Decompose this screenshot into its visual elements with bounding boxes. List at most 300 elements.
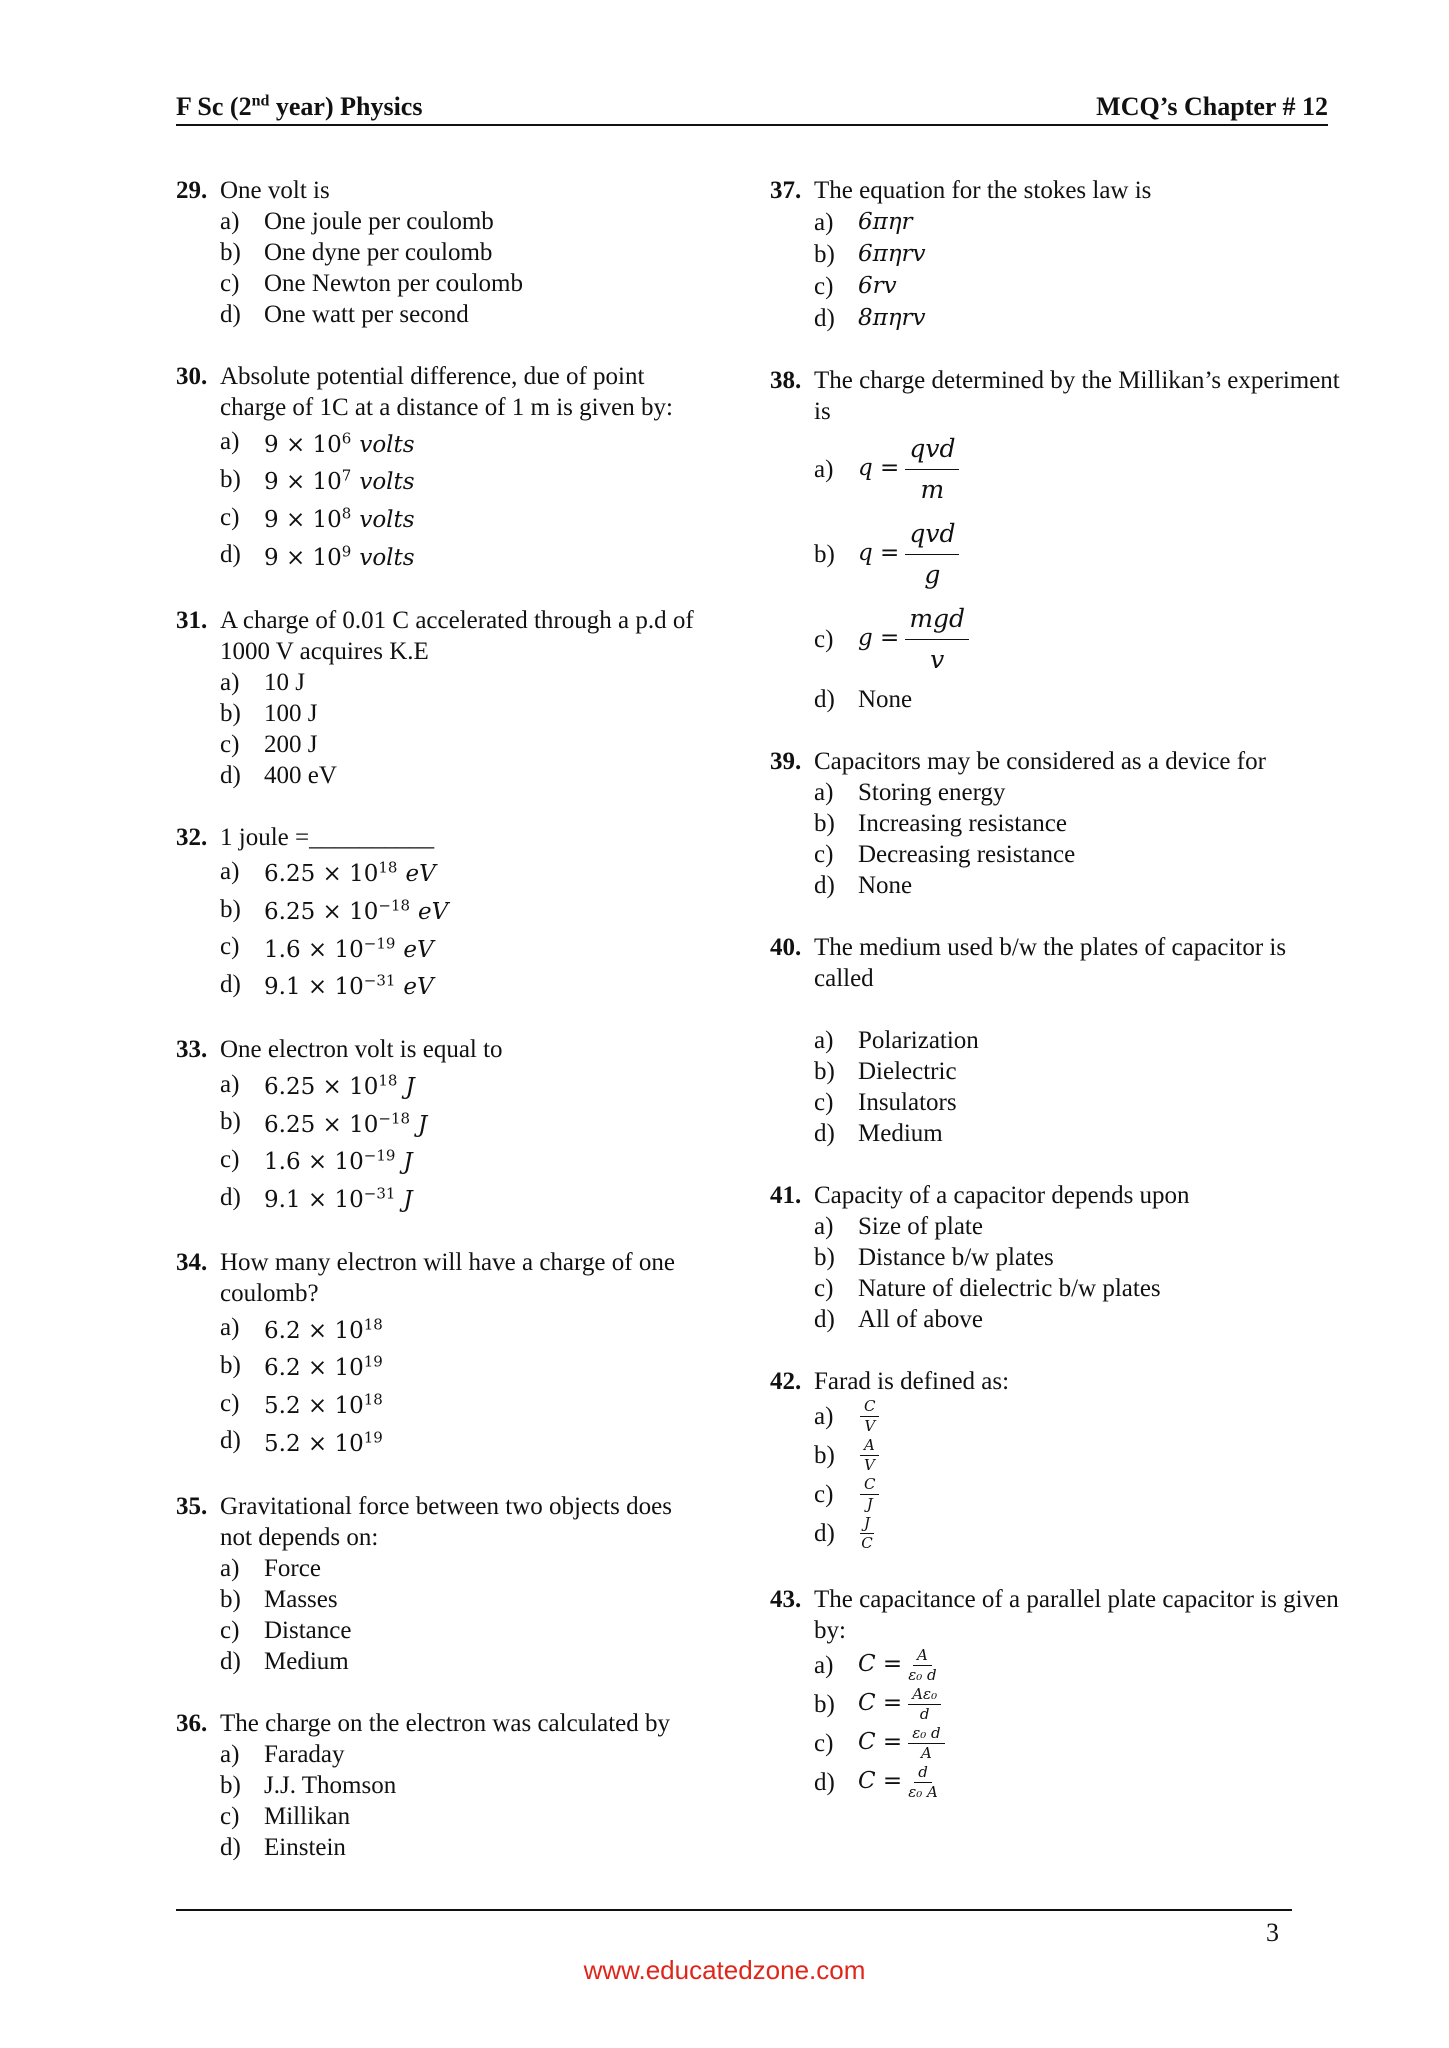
option <box>814 1397 1350 1436</box>
option <box>220 1178 696 1216</box>
option-content <box>858 206 913 238</box>
option <box>220 1422 696 1460</box>
option-content <box>264 1384 383 1422</box>
question <box>176 822 696 1004</box>
option-text: Size of plate <box>858 1213 983 1240</box>
option-label: b) <box>814 240 835 268</box>
sci-number <box>264 466 352 496</box>
option-content <box>264 1770 396 1801</box>
option-label: c) <box>220 933 240 961</box>
option-label: a) <box>220 857 240 885</box>
option-label: d) <box>220 761 241 789</box>
fraction-denominator: A <box>920 1744 932 1762</box>
option <box>814 1211 1350 1242</box>
sci-exponent: −18 <box>378 896 411 915</box>
left-column <box>176 175 696 1894</box>
sci-base: 6.25 × 10 <box>264 1073 379 1100</box>
option-content <box>858 1475 881 1514</box>
option-label: b) <box>220 239 241 266</box>
option-content <box>858 599 971 680</box>
option-label: b) <box>814 541 835 568</box>
option <box>814 1273 1350 1304</box>
formula: 6rv <box>858 273 897 299</box>
option-content <box>264 760 337 791</box>
option-content <box>264 1615 351 1646</box>
sci-exponent: 9 <box>341 541 352 560</box>
option-label: c) <box>814 841 834 868</box>
option-content <box>264 1103 427 1141</box>
sci-exponent: 18 <box>363 1390 383 1409</box>
option <box>814 1646 1350 1685</box>
option <box>814 1087 1350 1118</box>
option-label: a) <box>220 208 240 235</box>
option-content <box>858 1514 876 1553</box>
sci-exponent: 19 <box>363 1427 383 1446</box>
fraction <box>908 1724 944 1763</box>
option-label: b) <box>220 1585 241 1613</box>
question-text: Absolute potential difference, due of point charge of 1C at a distance of 1 m is given by: <box>220 363 673 421</box>
option <box>220 1553 696 1584</box>
fraction <box>908 1646 936 1685</box>
option <box>220 1384 696 1422</box>
option <box>220 299 696 330</box>
option-text: 400 eV <box>264 761 337 789</box>
sci-base: 6.25 × 10 <box>264 1111 379 1138</box>
option-text: Medium <box>264 1647 349 1675</box>
question-stem <box>176 822 696 853</box>
option-content <box>858 429 961 510</box>
option-text: 10 J <box>264 668 305 696</box>
sci-base: 6.25 × 10 <box>264 898 379 925</box>
option-text: Polarization <box>858 1027 979 1054</box>
fraction <box>908 1685 941 1724</box>
fraction <box>905 429 959 510</box>
sci-number <box>264 933 396 963</box>
option <box>220 1347 696 1385</box>
option <box>814 1436 1350 1475</box>
option-content <box>264 1065 415 1103</box>
option-label: a) <box>814 1403 834 1430</box>
unit: volts <box>359 544 415 571</box>
option-text: Millikan <box>264 1802 351 1830</box>
option-text: None <box>858 872 913 899</box>
question-number: 32. <box>176 823 208 851</box>
option-content <box>858 1304 983 1335</box>
fraction-denominator: J <box>866 1495 873 1513</box>
option <box>814 1304 1350 1335</box>
option <box>220 1801 696 1832</box>
option-text: Einstein <box>264 1833 346 1861</box>
option-text: Distance b/w plates <box>858 1244 1054 1271</box>
option <box>814 839 1350 870</box>
option <box>220 729 696 760</box>
question-stem <box>770 1366 1350 1397</box>
option-content <box>858 808 1067 839</box>
option <box>814 1475 1350 1514</box>
option-label: d) <box>814 686 835 713</box>
option-label: a) <box>814 779 834 806</box>
option <box>220 423 696 461</box>
option-text: Storing energy <box>858 779 1006 806</box>
option-content <box>264 1422 383 1460</box>
sci-exponent: 18 <box>363 1314 383 1333</box>
question <box>176 1708 696 1863</box>
option-label: d) <box>814 1306 835 1333</box>
sci-number <box>264 429 352 458</box>
option-content <box>858 1724 947 1763</box>
option-content <box>858 839 1075 870</box>
question-stem <box>176 605 696 667</box>
option-content <box>264 268 523 299</box>
sci-exponent: −18 <box>378 1108 411 1127</box>
option <box>220 853 696 891</box>
option-label: a) <box>814 456 834 483</box>
question-number: 38. <box>770 367 802 394</box>
sci-number <box>264 1108 411 1138</box>
option-text: Insulators <box>858 1089 957 1116</box>
fraction-denominator: C <box>861 1534 873 1552</box>
option-content <box>264 667 305 698</box>
option-content <box>858 1211 983 1242</box>
option-label: a) <box>220 1554 240 1582</box>
option-label: b) <box>220 1771 241 1799</box>
option <box>814 238 1350 270</box>
unit: J <box>405 1073 415 1100</box>
question <box>176 175 696 330</box>
option-content <box>858 870 912 901</box>
formula: 8πηrv <box>858 305 926 331</box>
formula-lhs: C = <box>858 1651 903 1678</box>
sci-base: 9 × 10 <box>264 506 342 533</box>
option <box>814 302 1350 334</box>
question-number: 31. <box>176 606 208 634</box>
fraction-denominator: ε₀ A <box>908 1783 938 1801</box>
sci-exponent: −31 <box>363 1184 396 1203</box>
question <box>176 605 696 791</box>
option <box>814 429 1350 510</box>
option <box>220 760 696 791</box>
option-content <box>264 853 436 891</box>
question-stem <box>770 175 1350 206</box>
unit: volts <box>359 506 415 533</box>
option-content <box>264 299 469 330</box>
sci-exponent: 6 <box>341 429 352 447</box>
option <box>220 206 696 237</box>
question-text: Capacity of a capacitor depends upon <box>814 1182 1190 1209</box>
option-content <box>858 1397 881 1436</box>
spacer <box>770 994 1350 1025</box>
sci-number <box>264 1390 383 1419</box>
option-text: 200 J <box>264 730 318 758</box>
option <box>814 777 1350 808</box>
option <box>220 1615 696 1646</box>
option-label: c) <box>220 270 240 297</box>
option-content <box>858 1025 979 1056</box>
question-stem <box>770 1584 1350 1646</box>
question <box>176 1247 696 1460</box>
option-content <box>858 1436 881 1475</box>
sci-base: 1.6 × 10 <box>264 936 364 963</box>
footer-divider <box>176 1909 1292 1911</box>
option-content <box>858 1763 940 1802</box>
option-label: d) <box>814 872 835 899</box>
option-label: a) <box>814 1213 834 1240</box>
option-text: One watt per second <box>264 301 469 328</box>
option <box>220 1309 696 1347</box>
option <box>220 237 696 268</box>
question-text: Farad is defined as: <box>814 1368 1010 1395</box>
question <box>770 1180 1350 1335</box>
option <box>814 1724 1350 1763</box>
option-label: a) <box>814 1027 834 1054</box>
formula-lhs: q = <box>858 540 900 567</box>
question <box>176 1491 696 1677</box>
sci-base: 9 × 10 <box>264 544 342 571</box>
option-content <box>858 1685 943 1724</box>
option-label: c) <box>814 1089 834 1116</box>
formula: 6πηrv <box>858 241 926 267</box>
fraction-numerator: ε₀ d <box>908 1724 944 1744</box>
option <box>220 1584 696 1615</box>
option-content <box>264 498 415 536</box>
sci-number <box>264 858 398 888</box>
option-label: c) <box>220 1802 240 1830</box>
option-content <box>264 1553 321 1584</box>
question-text: Capacitors may be considered as a device for <box>814 748 1266 775</box>
option-label: d) <box>220 301 241 328</box>
question-number: 37. <box>770 177 802 204</box>
option-content <box>264 1309 383 1347</box>
option-content <box>858 1056 957 1087</box>
option-label: b) <box>814 1058 835 1085</box>
option-text: Medium <box>858 1120 943 1147</box>
question-text: One electron volt is equal to <box>220 1036 503 1064</box>
option-label: d) <box>220 1183 241 1211</box>
sci-base: 5.2 × 10 <box>264 1430 364 1457</box>
option-text: None <box>858 686 913 713</box>
option <box>814 684 1350 715</box>
option-label: b) <box>220 465 241 493</box>
question <box>770 1584 1350 1802</box>
question-stem <box>770 1180 1350 1211</box>
option <box>220 1832 696 1863</box>
option-content <box>264 461 415 499</box>
option <box>814 1242 1350 1273</box>
fraction <box>860 1475 879 1514</box>
sci-exponent: 18 <box>378 1071 398 1090</box>
option-content <box>858 238 926 270</box>
formula-lhs: g = <box>858 625 900 652</box>
sci-number <box>264 1352 383 1382</box>
question-text: How many electron will have a charge of one coulomb? <box>220 1248 675 1307</box>
option-label: b) <box>814 1442 835 1469</box>
question-stem <box>770 746 1350 777</box>
option-text: Masses <box>264 1585 338 1613</box>
question-stem <box>770 932 1350 994</box>
sci-exponent: 18 <box>378 858 398 877</box>
option-content <box>264 890 448 928</box>
option <box>220 498 696 536</box>
option-text: Decreasing resistance <box>858 841 1076 868</box>
question <box>176 1034 696 1216</box>
option-text: One joule per coulomb <box>264 208 494 235</box>
option-label: c) <box>220 730 240 758</box>
fraction-numerator: J <box>860 1514 874 1534</box>
fraction <box>860 1397 879 1436</box>
option-label: b) <box>220 1108 241 1136</box>
unit: eV <box>418 898 449 925</box>
option-label: b) <box>814 1244 835 1271</box>
header-subject: F Sc (2nd year) Physics <box>176 92 423 121</box>
fraction-numerator: qvd <box>905 514 959 555</box>
option-content <box>264 237 492 268</box>
option <box>220 1739 696 1770</box>
sci-exponent: 19 <box>363 1352 383 1371</box>
option-label: c) <box>220 1145 240 1173</box>
formula-lhs: C = <box>858 1690 903 1717</box>
option-content <box>264 698 317 729</box>
option-content <box>264 1832 346 1863</box>
unit: J <box>403 1149 413 1176</box>
question-text: 1 joule =__________ <box>220 823 435 851</box>
fraction-denominator: v <box>930 645 945 674</box>
option-label: c) <box>814 1481 834 1508</box>
question-number: 34. <box>176 1248 208 1276</box>
option-label: d) <box>814 304 835 332</box>
option-content <box>858 1273 1161 1304</box>
question-stem <box>176 175 696 206</box>
option <box>220 1770 696 1801</box>
question <box>770 175 1350 334</box>
option-label: d) <box>220 1833 241 1861</box>
unit: J <box>418 1111 428 1138</box>
sci-number <box>264 896 411 925</box>
fraction-numerator: A <box>913 1646 932 1666</box>
option-content <box>858 270 897 302</box>
option-label: b) <box>814 1691 835 1718</box>
option-text: Distance <box>264 1616 352 1644</box>
option-content <box>858 1087 957 1118</box>
question <box>770 932 1350 1149</box>
option <box>220 928 696 966</box>
option-text: 100 J <box>264 699 318 727</box>
option <box>220 667 696 698</box>
option-content <box>858 1242 1054 1273</box>
option-label: c) <box>220 1389 240 1417</box>
fraction-numerator: d <box>914 1763 932 1783</box>
option <box>220 1646 696 1677</box>
sci-number <box>264 1314 383 1344</box>
option-content <box>264 206 494 237</box>
question-stem <box>176 361 696 423</box>
fraction-numerator: A <box>860 1436 879 1456</box>
option-label: c) <box>220 503 240 531</box>
option-label: d) <box>814 1769 835 1796</box>
sci-exponent: 8 <box>341 504 352 523</box>
option <box>220 461 696 499</box>
question-text: Gravitational force between two objects does not depends on: <box>220 1492 672 1551</box>
option-content <box>264 1739 345 1770</box>
option <box>814 1118 1350 1149</box>
option-content <box>264 729 317 760</box>
fraction-denominator: V <box>864 1456 875 1474</box>
fraction <box>860 1436 879 1475</box>
option-content <box>264 1801 350 1832</box>
question-text: The medium used b/w the plates of capacitor is called <box>814 934 1287 992</box>
sci-base: 9 × 10 <box>264 469 342 496</box>
option-content <box>858 514 961 595</box>
question-text: The charge determined by the Millikan’s experiment is <box>814 367 1340 425</box>
option-content <box>264 1178 413 1216</box>
question <box>770 365 1350 715</box>
option <box>814 870 1350 901</box>
fraction-numerator: mgd <box>905 599 969 640</box>
option-label: d) <box>814 1120 835 1147</box>
website-link[interactable]: www.educatedzone.com <box>583 1955 866 1985</box>
unit: eV <box>405 861 436 888</box>
option <box>814 514 1350 595</box>
question-stem <box>770 365 1350 427</box>
option <box>220 890 696 928</box>
option-label: d) <box>814 1520 835 1547</box>
question-number: 40. <box>770 934 802 961</box>
question-number: 29. <box>176 177 208 204</box>
unit: J <box>403 1186 413 1213</box>
option <box>814 599 1350 680</box>
unit: volts <box>359 431 415 458</box>
sci-exponent: −19 <box>363 1146 396 1165</box>
sci-number <box>264 1146 396 1176</box>
formula-lhs: C = <box>858 1729 903 1756</box>
page-number: 3 <box>1266 1918 1279 1947</box>
option-label: a) <box>814 208 834 236</box>
option-label: c) <box>814 272 834 300</box>
sci-exponent: 7 <box>341 466 352 485</box>
sci-base: 1.6 × 10 <box>264 1149 364 1176</box>
option <box>814 206 1350 238</box>
option-label: a) <box>220 428 240 456</box>
option-text: Nature of dielectric b/w plates <box>858 1275 1161 1302</box>
fraction-denominator: V <box>864 1417 876 1435</box>
fraction-denominator: ε₀ d <box>908 1666 937 1684</box>
option-content <box>264 1584 338 1615</box>
question-number: 42. <box>770 1368 802 1395</box>
sci-number <box>264 541 352 571</box>
question-text: The charge on the electron was calculated by <box>220 1709 671 1737</box>
option-label: d) <box>220 1427 241 1455</box>
option <box>220 536 696 574</box>
question-stem <box>176 1491 696 1553</box>
fraction <box>860 1514 874 1553</box>
option-content <box>858 302 926 334</box>
option-content <box>264 423 415 461</box>
option-content <box>264 1141 413 1179</box>
question-number: 43. <box>770 1586 802 1613</box>
option <box>814 1514 1350 1553</box>
option-text: One dyne per coulomb <box>264 239 493 266</box>
sci-base: 9.1 × 10 <box>264 1186 364 1213</box>
option-label: d) <box>220 970 241 998</box>
sci-base: 6.2 × 10 <box>264 1317 364 1344</box>
option-content <box>858 684 912 715</box>
sci-exponent: −19 <box>363 933 396 952</box>
option <box>814 1763 1350 1802</box>
option-label: d) <box>220 1647 241 1675</box>
fraction <box>908 1763 938 1802</box>
option-label: c) <box>814 1275 834 1302</box>
question-stem <box>176 1708 696 1739</box>
unit: eV <box>403 936 434 963</box>
